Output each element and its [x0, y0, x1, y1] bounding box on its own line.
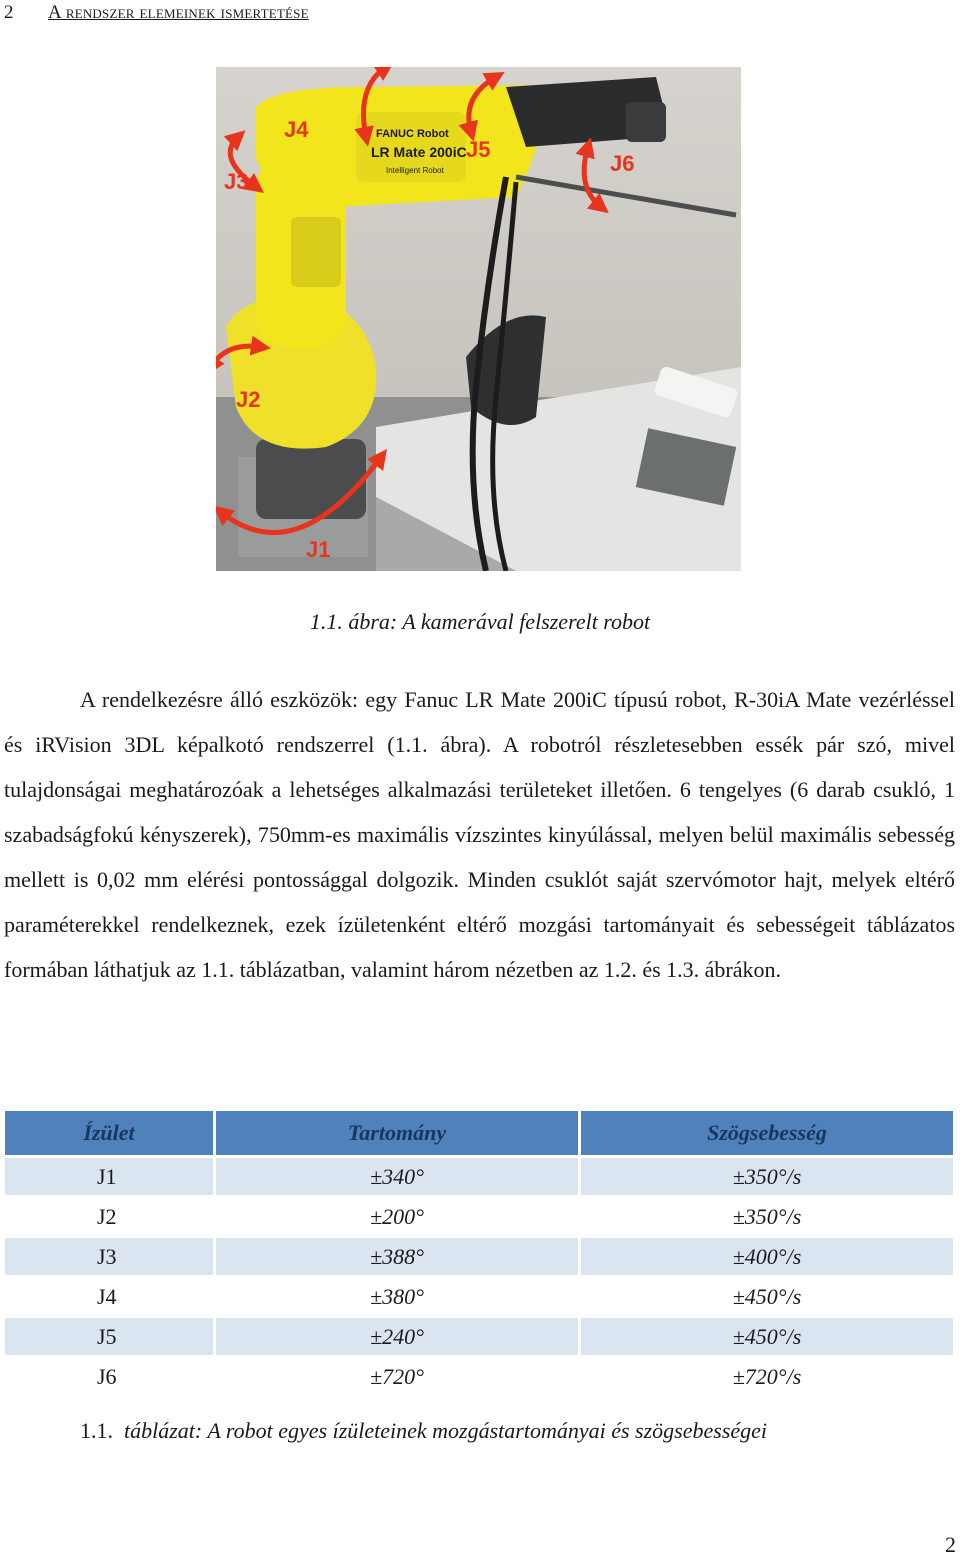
cell-range: ±720°: [216, 1358, 578, 1395]
cell-range: ±240°: [216, 1318, 578, 1355]
cell-range: ±388°: [216, 1238, 578, 1275]
section-number: 2: [4, 2, 14, 23]
cell-range: ±200°: [216, 1198, 578, 1235]
section-title: A rendszer elemeinek ismertetése: [48, 2, 309, 23]
robot-model-text: LR Mate 200iC: [371, 144, 467, 160]
cell-joint: J4: [5, 1278, 213, 1315]
table-row: [5, 1318, 953, 1355]
table-row: [5, 1278, 953, 1315]
robot-sub-text: Intelligent Robot: [386, 166, 444, 175]
joint-label-j4: J4: [284, 117, 309, 142]
joint-table: [2, 1108, 956, 1398]
cell-speed: ±350°/s: [581, 1198, 953, 1235]
joint-label-j1: J1: [306, 537, 331, 562]
header-joint: Ízület: [5, 1111, 213, 1155]
table-caption-number: 1.1.: [80, 1418, 113, 1443]
cell-speed: ±450°/s: [581, 1278, 953, 1315]
body-paragraph: A rendelkezésre álló eszközök: egy Fanuc LR Mate 200iC típusú robot, R-30iA Mate vezérléssel és iRVision 3DL képalkotó rendszerrel (1.1. ábra). A robotról részletesebben essék pár szó, mivel tulajdonságai meghatározóak a lehetséges alkalmazási területeket illetően. 6 tengelyes (6 darab csukló, 1 szabadságfokú kényszerek), 750mm-es maximális vízszintes kinyúlással, melyen belül maximális sebesség mellett is 0,02 mm elérési pontossággal dolgozik. Minden csuklót saját szervómotor hajt, melyek eltérő paraméterekkel rendelkeznek, ezek ízületenként eltérő mozgási tartományait és sebességeit táblázatos formában láthatjuk az 1.1. táblázatban, valamint három nézetben az 1.2. és 1.3. ábrákon.: [4, 687, 955, 982]
cell-joint: J5: [5, 1318, 213, 1355]
cell-speed: ±450°/s: [581, 1318, 953, 1355]
joint-label-j6: J6: [610, 151, 635, 176]
table-header-row: [5, 1111, 953, 1155]
header-range: Tartomány: [216, 1111, 578, 1155]
table-caption-text: táblázat: A robot egyes ízületeinek mozgástartományai és szögsebességei: [124, 1418, 768, 1443]
table-row: [5, 1198, 953, 1235]
joint-label-j3: J3: [224, 169, 249, 194]
figure-caption: 1.1. ábra: A kamerával felszerelt robot: [309, 609, 651, 634]
cell-joint: J6: [5, 1358, 213, 1395]
header-speed: Szögsebesség: [581, 1111, 953, 1155]
section-heading: [4, 2, 309, 24]
joint-label-j2: J2: [236, 387, 261, 412]
cell-speed: ±720°/s: [581, 1358, 953, 1395]
cell-range: ±380°: [216, 1278, 578, 1315]
cell-joint: J1: [5, 1158, 213, 1195]
body-text: [4, 677, 955, 992]
page-number: 2: [945, 1532, 956, 1557]
cell-speed: ±350°/s: [581, 1158, 953, 1195]
robot-photo: [216, 67, 741, 571]
cell-joint: J2: [5, 1198, 213, 1235]
joint-label-j5: J5: [466, 137, 491, 162]
cell-speed: ±400°/s: [581, 1238, 953, 1275]
robot-brand-text: FANUC Robot: [376, 128, 449, 140]
table-row: [5, 1358, 953, 1395]
cell-range: ±340°: [216, 1158, 578, 1195]
cell-joint: J3: [5, 1238, 213, 1275]
table-row: [5, 1238, 953, 1275]
table-row: [5, 1158, 953, 1195]
table-caption: [80, 1418, 767, 1444]
